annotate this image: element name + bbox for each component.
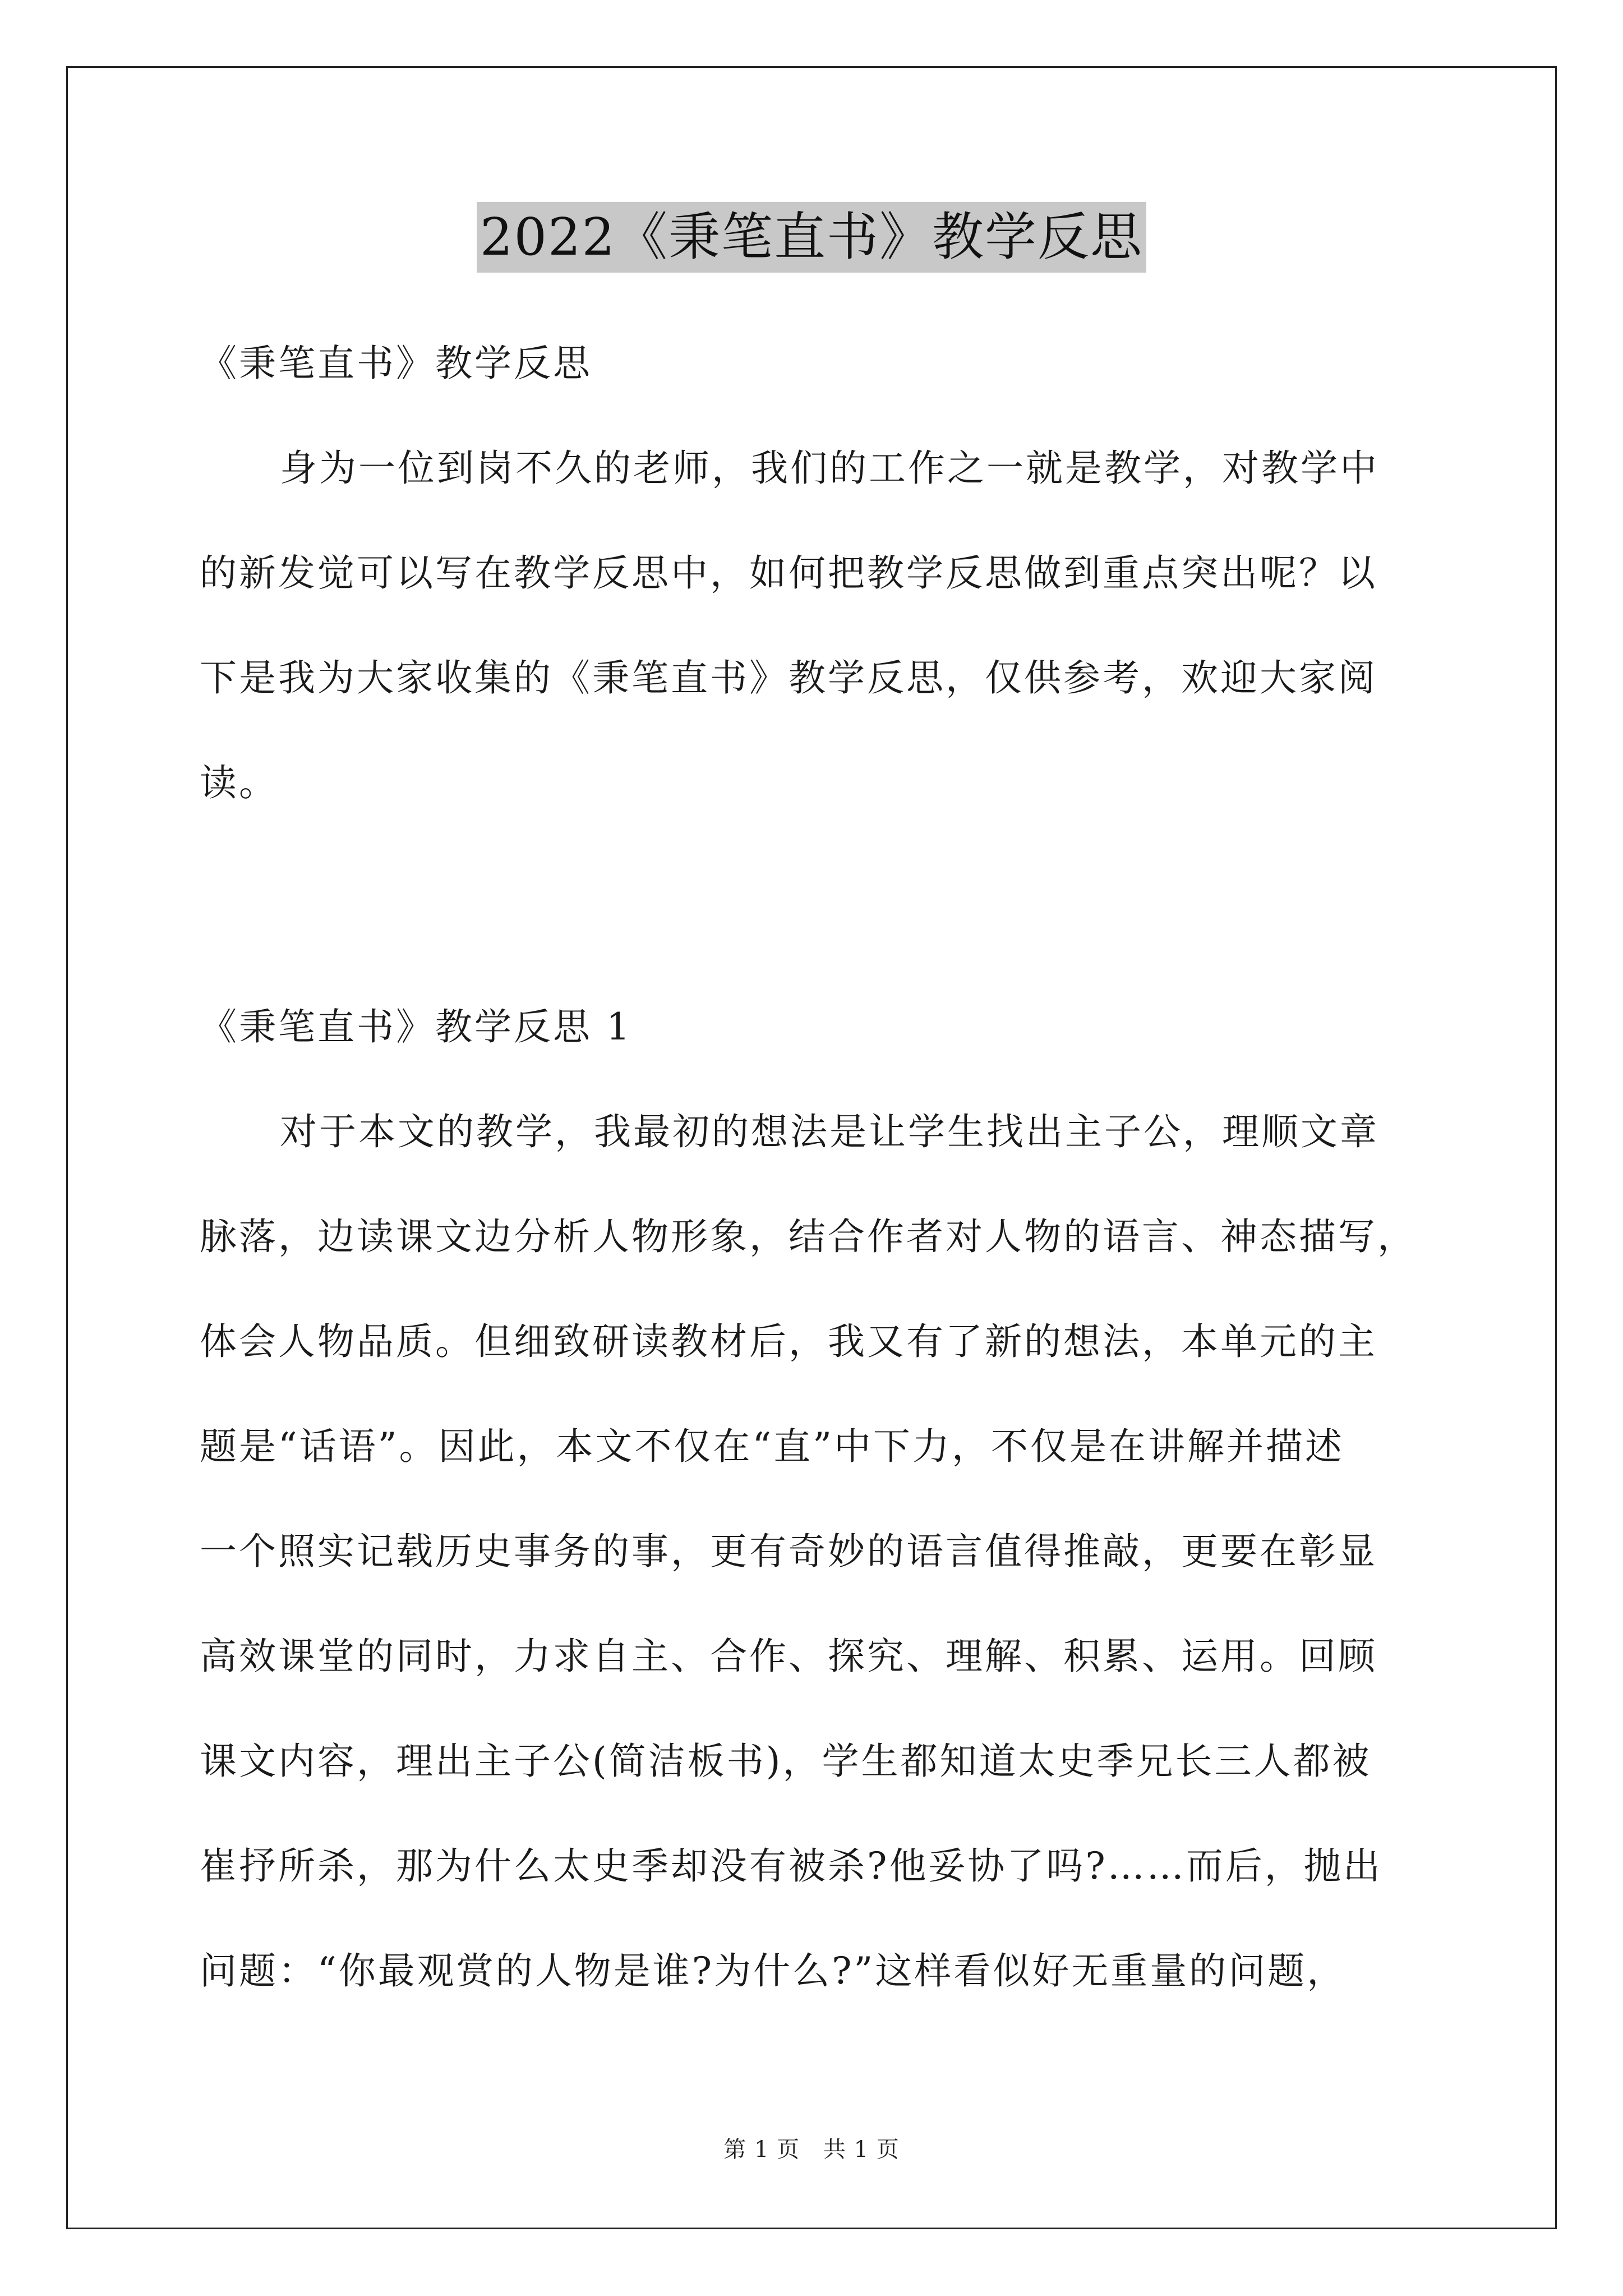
subtitle: 《秉笔直书》教学反思 (200, 342, 592, 385)
intro-line: 的新发觉可以写在教学反思中，如何把教学反思做到重点突出呢？以 (200, 551, 1377, 595)
page-total: 共 1 页 (823, 2137, 900, 2162)
intro-line: 读。 (200, 761, 278, 804)
section-line: 一个照实记载历史事务的事，更有奇妙的语言值得推敲，更要在彰显 (200, 1530, 1377, 1573)
intro-line: 下是我为大家收集的《秉笔直书》教学反思，仅供参考，欢迎大家阅 (200, 656, 1377, 700)
document-body (200, 337, 1433, 1998)
section-line: 问题：“你最观赏的人物是谁?为什么?”这样看似好无重量的问题， (200, 1949, 1347, 1993)
section-line: 对于本文的教学，我最初的想法是让学生找出主子公，理顺文章 (280, 1110, 1379, 1153)
section-line: 体会人物品质。但细致研读教材后，我又有了新的想法，本单元的主 (200, 1320, 1377, 1363)
section-line: 高效课堂的同时，力求自主、合作、探究、理解、积累、运用。回顾 (200, 1635, 1377, 1678)
document-title: 2022《秉笔直书》教学反思 (477, 202, 1146, 273)
page-number: 第 1 页 (723, 2137, 800, 2162)
intro-line: 身为一位到岗不久的老师，我们的工作之一就是教学，对教学中 (280, 447, 1379, 490)
section-line: 课文内容，理出主子公(简洁板书)，学生都知道太史季兄长三人都被 (200, 1740, 1372, 1783)
page-footer (0, 2132, 1623, 2164)
title-container (0, 202, 1623, 273)
section-line: 脉落，边读课文边分析人物形象，结合作者对人物的语言、神态描写， (200, 1215, 1417, 1258)
section-line: 崔抒所杀，那为什么太史季却没有被杀?他妥协了吗?……而后，抛出 (200, 1844, 1382, 1888)
section-heading: 《秉笔直书》教学反思 1 (200, 1005, 632, 1048)
section-line: 题是“话语”。因此，本文不仅在“直”中下力，不仅是在讲解并描述 (200, 1425, 1344, 1468)
